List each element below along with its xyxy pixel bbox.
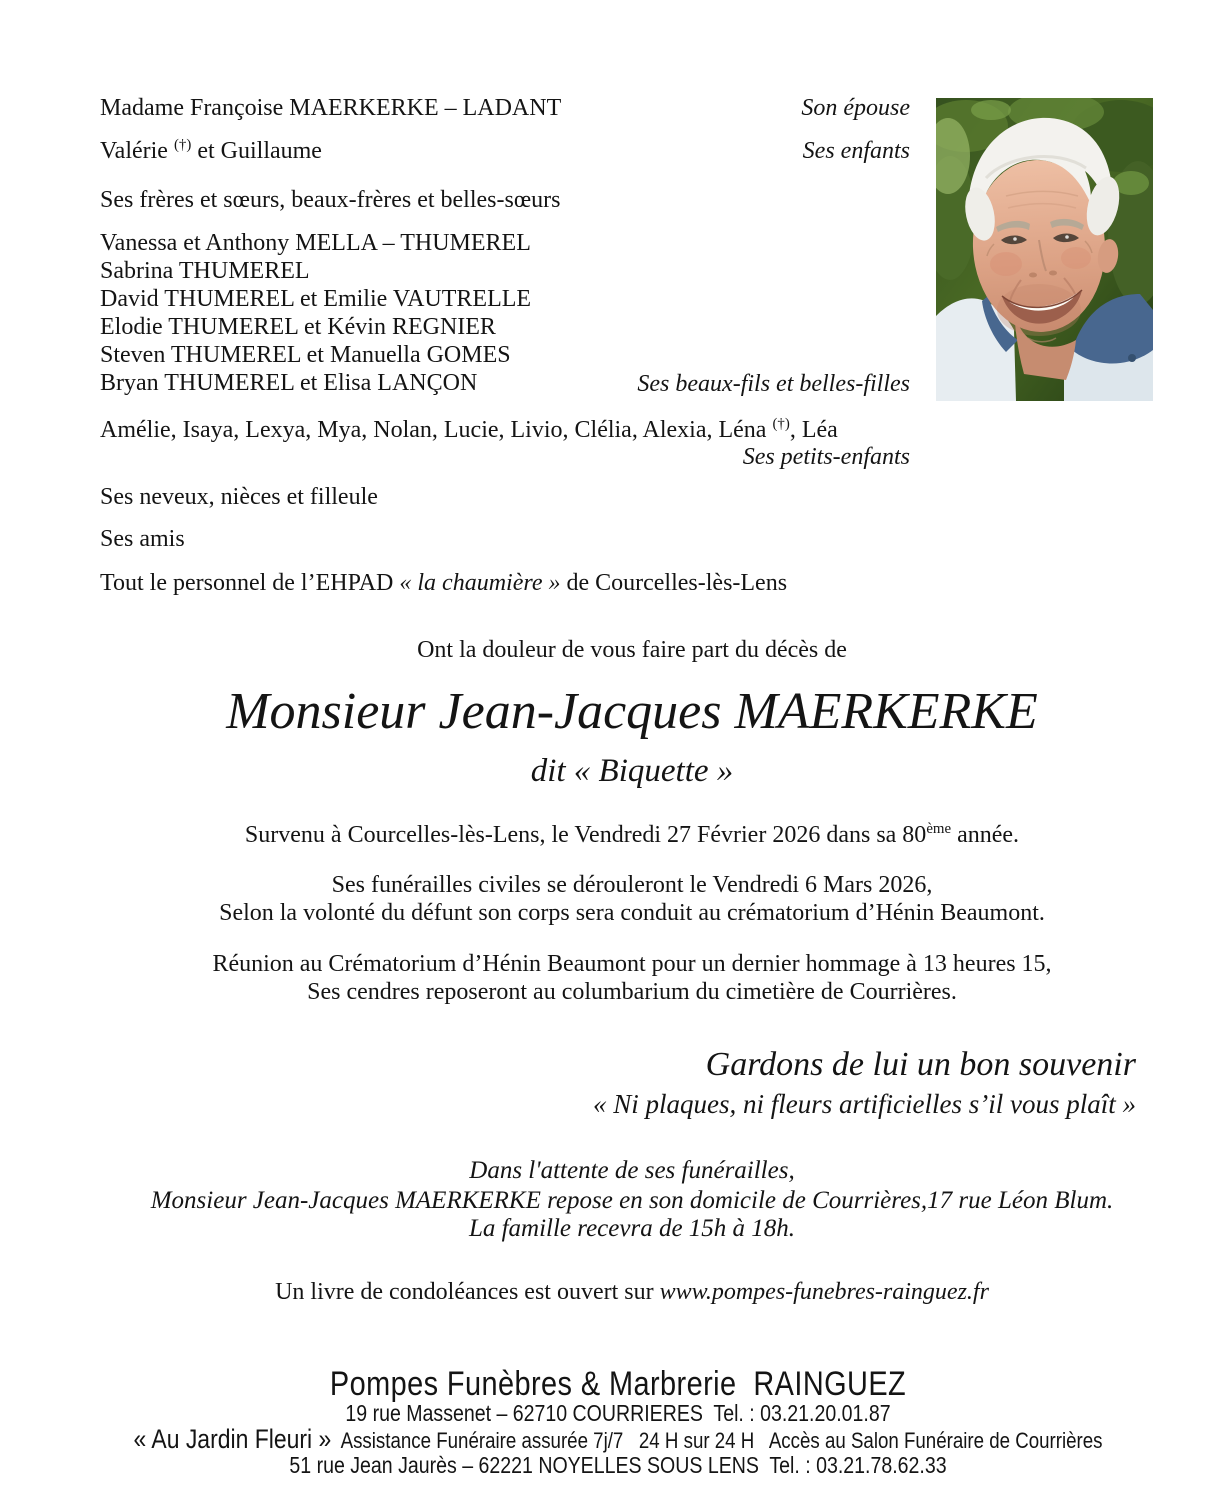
stepchildren-relationship-label: Ses beaux-fils et belles-filles	[637, 371, 910, 397]
announcement-intro: Ont la douleur de vous faire part du décès de	[417, 637, 847, 663]
portrait-photo	[936, 98, 1153, 401]
siblings-line: Ses frères et sœurs, beaux-frères et belles-sœurs	[100, 187, 561, 213]
ehpad-nursing-home-name: « la chaumière »	[399, 570, 561, 596]
stepchild-name: Sabrina THUMEREL	[100, 258, 310, 284]
spouse-row	[100, 94, 910, 123]
children-row	[100, 137, 910, 166]
visitation-hours-line: La famille recevra de 15h à 18h.	[468, 1215, 796, 1242]
visitation-intro-line: Dans l'attente de ses funérailles,	[469, 1157, 795, 1184]
ehpad-pre: Tout le personnel de l’EHPAD	[100, 570, 400, 596]
stepchild-name: Vanessa et Anthony MELLA – THUMEREL	[100, 230, 531, 256]
condolences-website: www.pompes-funebres-rainguez.fr	[659, 1279, 989, 1305]
death-details-post: année.	[951, 822, 1020, 848]
ehpad-line	[100, 569, 787, 598]
stepchild-name: Bryan THUMEREL et Elisa LANÇON	[100, 370, 478, 396]
funeral-home-slogan-line	[111, 1424, 1124, 1455]
deceased-nickname: dit « Biquette »	[530, 753, 734, 789]
tribute-message: Gardons de lui un bon souvenir	[705, 1046, 1136, 1083]
funeral-home-brand: « Au Jardin Fleuri »	[133, 1424, 332, 1454]
grandchildren-relationship-label: Ses petits-enfants	[742, 444, 910, 470]
visitation-address-line: Monsieur Jean-Jacques MAERKERKE repose en son domicile de Courrières,17 rue Léon Blum.	[150, 1187, 1114, 1214]
grandchildren-names-pre: Amélie, Isaya, Lexya, Mya, Nolan, Lucie, Livio, Clélia, Alexia, Léna	[100, 417, 773, 443]
spouse-relationship-label: Son épouse	[801, 95, 910, 121]
condolences-text: Un livre de condoléances est ouvert sur	[275, 1279, 660, 1305]
children-names	[100, 137, 322, 166]
friends-line: Ses amis	[100, 526, 185, 552]
deceased-name: Monsieur Jean-Jacques MAERKERKE	[226, 683, 1038, 740]
grandchildren-names-post: , Léa	[789, 417, 838, 443]
ordinal-suffix: ème	[926, 821, 952, 837]
ehpad-post: de Courcelles-lès-Lens	[560, 570, 788, 596]
nephews-line: Ses neveux, nièces et filleule	[100, 484, 378, 510]
death-details-line	[50, 821, 1214, 850]
portrait-illustration	[936, 98, 1153, 401]
funeral-ashes-line: Ses cendres reposeront au columbarium du cimetière de Courrières.	[307, 979, 957, 1005]
stepchild-name: Elodie THUMEREL et Kévin REGNIER	[100, 314, 496, 340]
funeral-home-name: Pompes Funèbres & Marbrerie RAINGUEZ	[329, 1365, 907, 1403]
grandchildren-line	[100, 416, 838, 445]
stepchild-name: Steven THUMEREL et Manuella GOMES	[100, 342, 511, 368]
children-name-post: et Guillaume	[191, 138, 322, 164]
children-name-pre: Valérie	[100, 138, 174, 164]
death-details-pre: Survenu à Courcelles-lès-Lens, le Vendredi 27 Février 2026 dans sa 80	[244, 822, 927, 848]
children-relationship-label: Ses enfants	[802, 138, 910, 164]
condolences-line	[50, 1278, 1214, 1307]
stepchild-name: David THUMEREL et Emilie VAUTRELLE	[100, 286, 532, 312]
funeral-gathering-line: Réunion au Crématorium d’Hénin Beaumont pour un dernier hommage à 13 heures 15,	[212, 951, 1052, 977]
spouse-name: Madame Françoise MAERKERKE – LADANT	[100, 95, 562, 121]
deceased-marker: (†)	[173, 137, 192, 153]
no-flowers-request: « Ni plaques, ni fleurs artificielles s’il vous plaît »	[593, 1089, 1136, 1119]
deceased-marker: (†)	[772, 416, 790, 432]
funeral-crematorium-line: Selon la volonté du défunt son corps sera conduit au crématorium d’Hénin Beaumont.	[219, 900, 1045, 926]
funeral-home-services: Assistance Funéraire assurée 7j/7 24 H sur 24 H Accès au Salon Funéraire de Courrières	[331, 1428, 1103, 1453]
funeral-date-line: Ses funérailles civiles se dérouleront le Vendredi 6 Mars 2026,	[331, 872, 933, 898]
funeral-home-address-1: 19 rue Massenet – 62710 COURRIERES Tel. : 03.21.20.01.87	[345, 1400, 891, 1426]
funeral-home-address-2: 51 rue Jean Jaurès – 62221 NOYELLES SOUS LENS Tel. : 03.21.78.62.33	[289, 1452, 947, 1478]
